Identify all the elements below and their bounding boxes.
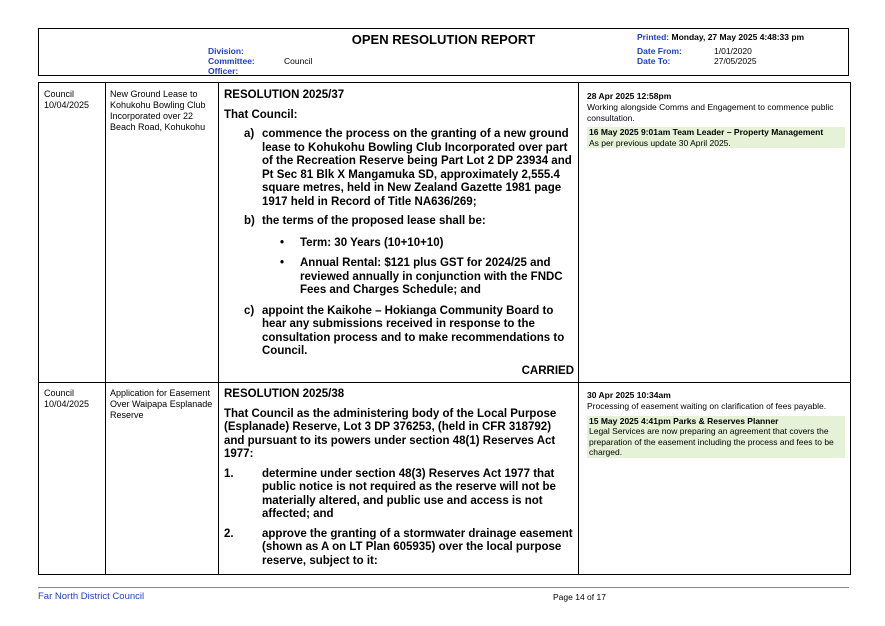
table-row-1-updates (587, 91, 845, 148)
table-row-2-resolution (224, 388, 574, 568)
footer-divider (38, 587, 849, 588)
meeting-name: Council (44, 388, 75, 398)
page-number: Page 14 of 17 (553, 592, 606, 602)
item-text: approve the granting of a stormwater drainage easement (shown as A on LT Plan 605935) over the local purpose reserve, subject to it: (262, 527, 573, 567)
table-row-1-resolution (224, 89, 574, 378)
table-row-1-meeting (44, 89, 102, 111)
meeting-name: Council (44, 89, 75, 99)
table-row-2-meeting (44, 388, 102, 410)
resolution-table (38, 82, 851, 575)
resolution-item-c (244, 305, 574, 359)
resolution-item-b (244, 215, 574, 229)
date-to-value: 27/05/2025 (714, 56, 757, 66)
officer-update-header: 16 May 2025 9:01am Team Leader – Property Management (589, 127, 824, 137)
item-label: a) (244, 128, 255, 140)
date-from-value: 1/01/2020 (714, 46, 752, 56)
update-date: 28 Apr 2025 12:58pm (587, 91, 672, 101)
officer-update-text: Legal Services are now preparing an agreement that covers the preparation of the easement including the process and fees to be charged. (589, 426, 834, 457)
committee-label: Committee: (208, 56, 255, 66)
item-text: appoint the Kaikohe – Hokianga Community Board to hear any submissions received in response to the consultation process and to make recommendations to Council. (262, 304, 565, 357)
item-label: 2. (224, 527, 234, 540)
resolution-bullet (280, 257, 574, 298)
printed-timestamp (637, 32, 804, 42)
officer-update-header: 15 May 2025 4:41pm Parks & Reserves Planner (589, 415, 779, 426)
row-divider (39, 382, 850, 383)
update-date: 30 Apr 2025 10:34am (587, 390, 671, 400)
printed-value: Monday, 27 May 2025 4:48:33 pm (671, 32, 805, 42)
resolution-intro: That Council as the administering body of the Local Purpose (Esplanade) Reserve, Lot 3 DP 376253, (held in CFR 318792) and pursuant to its powers under section 48(1) Reserves Act 1977: (224, 407, 557, 460)
committee-value: Council (284, 56, 313, 66)
update-text: Working alongside Comms and Engagement to commence public consultation. (587, 102, 834, 123)
table-row-2-updates (587, 390, 845, 458)
column-divider (218, 83, 219, 574)
resolution-item-a (244, 128, 574, 209)
item-text: the terms of the proposed lease shall be: (262, 215, 486, 227)
table-row-1-subject: New Ground Lease to Kohukohu Bowling Club Incorporated over 22 Beach Road, Kohukohu (110, 89, 206, 132)
bullet-text: Term: 30 Years (10+10+10) (300, 236, 444, 249)
table-row-2-subject: Application for Easement Over Waipapa Esplanade Reserve (110, 388, 213, 420)
date-to-label: Date To: (637, 56, 671, 66)
item-text: determine under section 48(3) Reserves Act 1977 that public notice is not required as the reserve will not be materially altered, and public use and access is not affected; and (262, 467, 556, 520)
item-text: commence the process on the granting of a new ground lease to Kohukohu Bowling Club Incorporated over part of the Recreation Reserve being Part Lot 2 DP 23934 and Pt Sec 81 Blk X Mangamuka SD, approximately 2,555.4 square metres, held in New Zealand Gazette 1981 page 1917 held in Record of Title NA636/269; (262, 128, 572, 208)
report-header (38, 28, 849, 76)
division-label: Division: (208, 46, 244, 56)
column-divider (105, 83, 106, 574)
resolution-item-1 (224, 468, 574, 522)
update-text: Processing of easement waiting on clarification of fees payable. (587, 401, 827, 411)
officer-update (587, 416, 845, 458)
resolution-title: RESOLUTION 2025/38 (224, 388, 345, 400)
resolution-bullet (280, 237, 574, 251)
printed-label: Printed: (637, 32, 670, 42)
meeting-date: 10/04/2025 (44, 399, 90, 409)
item-label: b) (244, 215, 255, 227)
bullet-text: Annual Rental: $121 plus GST for 2024/25 and reviewed annually in conjunction with the FNDC Fees and Charges Schedule; and (300, 257, 563, 296)
report-title: OPEN RESOLUTION REPORT (351, 32, 536, 47)
item-label: c) (244, 304, 255, 317)
resolution-item-2 (224, 528, 574, 569)
officer-update-text: As per previous update 30 April 2025. (589, 137, 731, 148)
column-divider (578, 83, 579, 574)
officer-update (587, 127, 845, 148)
bullet-icon: • (280, 236, 285, 249)
date-from-label: Date From: (637, 46, 682, 56)
footer-org-name: Far North District Council (38, 591, 145, 602)
resolution-title: RESOLUTION 2025/37 (224, 89, 345, 101)
officer-label: Officer: (208, 66, 239, 76)
item-label: 1. (224, 467, 234, 480)
meeting-date: 10/04/2025 (44, 100, 90, 110)
resolution-intro: That Council: (224, 108, 298, 121)
carried-status: CARRIED (521, 364, 574, 377)
bullet-icon: • (280, 257, 285, 269)
